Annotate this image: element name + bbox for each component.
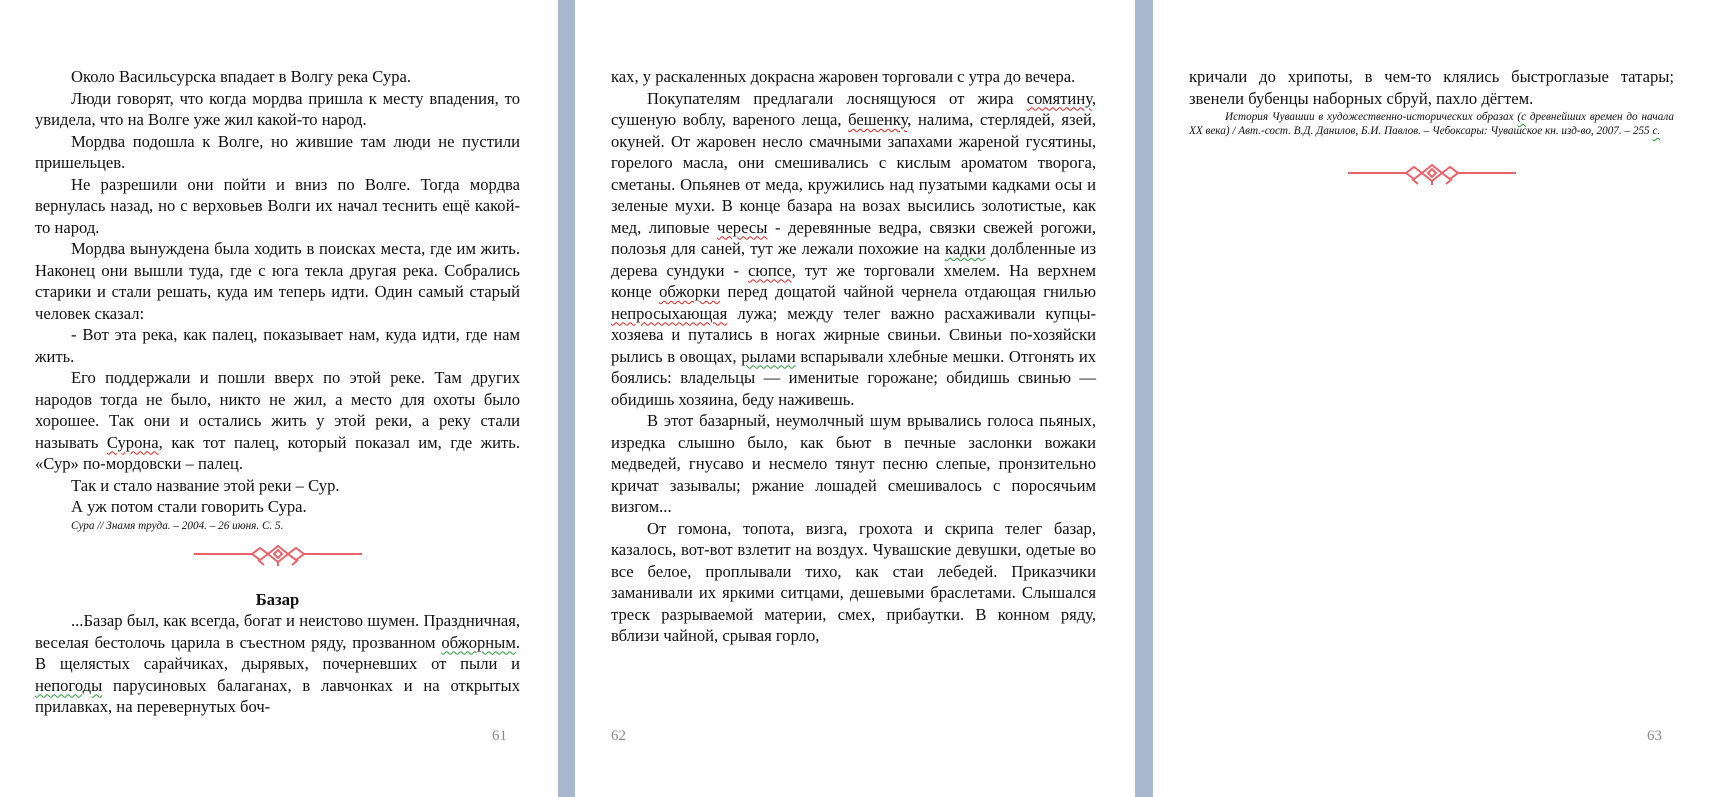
text-run: Покупателям предлагали лоснящуюся от жира xyxy=(647,88,1027,108)
spellcheck-word[interactable]: бешенку xyxy=(848,110,908,129)
text-run: лужа; между телег важно расхаживали купцы-хозяева и путались в ногах жирные свиньи. Свиньи по-хозяйски рылись в овощах, xyxy=(611,303,1096,366)
text-run: парусиновых балаганах, в лавчонках и на открытых прилавках, на перевернутых боч- xyxy=(35,675,520,716)
paragraph: Мордва подошла к Волге, но жившие там люди не пустили пришельцев. xyxy=(35,131,520,172)
paragraph: Люди говорят, что когда мордва пришла к месту впадения, то увидела, что на Волге уже жил какой-то народ. xyxy=(35,88,520,129)
spellcheck-word[interactable]: чересы xyxy=(717,217,768,237)
text-run: ...Базар был, как всегда, богат и неистово шумен. Праздничная, веселая бестолочь царила в съестном ряду, прозванном xyxy=(35,611,520,652)
paragraph: Так и стало название этой реки – Сур. xyxy=(71,475,340,495)
text-run: , тут же торговали хмелем. На верхнем конце xyxy=(611,260,1096,301)
page-61 xyxy=(0,0,558,797)
text-run: долбленные из дерева сундуки - xyxy=(611,239,1096,280)
page-number: 63 xyxy=(1647,728,1662,744)
paragraph: Мордва вынуждена была ходить в поисках места, где им жить. Наконец они вышли туда, где с юга текла другая река. Собрались старики и стали решать, куда им теперь идти. Один самый старый человек сказал: xyxy=(35,239,520,323)
text-run: , налима, стерлядей, язей, окуней. От жаровен несло смачными запахами жареной гусятины, горелого масла, они смешивались с кислым ароматом творога, сметаны. Опьянев от меда, кружились над пузатыми кадками осы и зеленые мухи. В конце базара на возах высились золотистые, как мед, липовые xyxy=(611,110,1096,237)
spellcheck-word[interactable]: сюпсе xyxy=(748,260,792,280)
source-citation xyxy=(1189,110,1674,138)
text-run: вспарывали хлебные мешки. Отгонять их боялись: владельцы — именитые горожане; обидишь свинью — обидишь хозяина, беду наживешь. xyxy=(611,346,1096,409)
page-63-text[interactable] xyxy=(1189,66,1674,186)
grammar-check-word[interactable]: обжорным xyxy=(441,632,516,652)
text-run: , как тот палец, который показал им, где жить. «Сур» по-мордовски – палец. xyxy=(35,432,520,473)
section-heading: Базар xyxy=(255,589,300,609)
spellcheck-word[interactable]: сомятину xyxy=(1026,88,1092,108)
text-run: История Чувашии в художественно-исторических образах xyxy=(1225,111,1518,123)
paragraph: ках, у раскаленных докрасна жаровен торговали с утра до вечера. xyxy=(611,67,1076,86)
spellcheck-word[interactable]: непросыхающая xyxy=(611,303,728,323)
text-run: - деревянные ведра, связки свежей рогожи, полозья для саней, тут же лежали похожие на xyxy=(611,217,1096,258)
page-62 xyxy=(575,0,1135,797)
text-run: перед дощатой чайной чернела отдающая гнилью xyxy=(720,282,1096,301)
paragraph xyxy=(35,367,520,475)
page-61-text[interactable] xyxy=(35,66,520,718)
source-citation: Сура // Знамя труда. – 2004. – 26 июня. С. 5. xyxy=(71,519,284,532)
grammar-check-word[interactable]: (с xyxy=(1517,111,1527,123)
chuvash-ornament-divider-icon xyxy=(1348,162,1516,186)
page-62-text[interactable] xyxy=(611,66,1096,647)
paragraph: От гомона, топота, визга, грохота и скрипа телег базар, казалось, вот-вот взлетит на воздух. Чувашские девушки, одетые во все белое, проплывали тихо, как стаи лебедей. Приказчики заманивали их яркими ситцами, дешевыми браслетами. Слышался треск разрываемой материи, смех, прибаутки. В конном ряду, вблизи чайной, срывая горло, xyxy=(611,518,1096,645)
spellcheck-word[interactable]: Сурона xyxy=(106,432,159,452)
page-63 xyxy=(1153,0,1716,797)
spellcheck-word[interactable]: обжорки xyxy=(659,282,721,301)
grammar-check-word[interactable]: кадки xyxy=(945,239,986,258)
paragraph xyxy=(35,610,520,718)
paragraph: А уж потом стали говорить Сура. xyxy=(71,497,307,516)
paragraph: кричали до хрипоты, в чем-то клялись быстроглазые татары; звенели бубенцы наборных сбруй, пахло дёгтем. xyxy=(1189,67,1674,108)
paragraph: В этот базарный, неумолчный шум врывались голоса пьяных, изредка слышно было, как бьют в печные заслонки вожаки медведей, гнусаво и несмело тянут песню слепые, пронзительно кричат зазывалы; ржание лошадей смешивалось с поросячьим визгом... xyxy=(611,411,1096,516)
page-number: 61 xyxy=(492,728,507,744)
text-run: Его поддержали и пошли вверх по этой реке. Там других народов тогда не было, никто не жил, а место для охоты было хорошее. Так они и остались жить у этой реки, а реку стали называть xyxy=(35,368,520,452)
paragraph: Около Васильсурска впадает в Волгу река Сура. xyxy=(71,67,412,86)
grammar-check-word[interactable]: с. xyxy=(1652,125,1661,137)
grammar-check-word[interactable]: рылами xyxy=(741,346,796,366)
paragraph xyxy=(611,88,1096,411)
chuvash-ornament-divider-icon xyxy=(194,543,362,567)
paragraph: - Вот эта река, как палец, показывает нам, куда идти, где нам жить. xyxy=(35,325,520,366)
grammar-check-word[interactable]: непогоды xyxy=(35,675,103,695)
text-run: древнейших времен до начала XX века) / Авт.-сост. В.Д. Данилов, Б.И. Павлов. – Чебоксары: Чувашское кн. изд-во, 2007. – 255 xyxy=(1189,111,1674,137)
page-number: 62 xyxy=(611,728,626,744)
text-run: , сушеную воблу, вареного леща, xyxy=(611,88,1096,129)
paragraph: Не разрешили они пойти и вниз по Волге. Тогда мордва вернулась назад, но с верховьев Волги их начал теснить ещё какой-то народ. xyxy=(35,174,520,237)
text-run: . В щелястых сарайчиках, дырявых, почерневших от пыли и xyxy=(35,632,520,673)
